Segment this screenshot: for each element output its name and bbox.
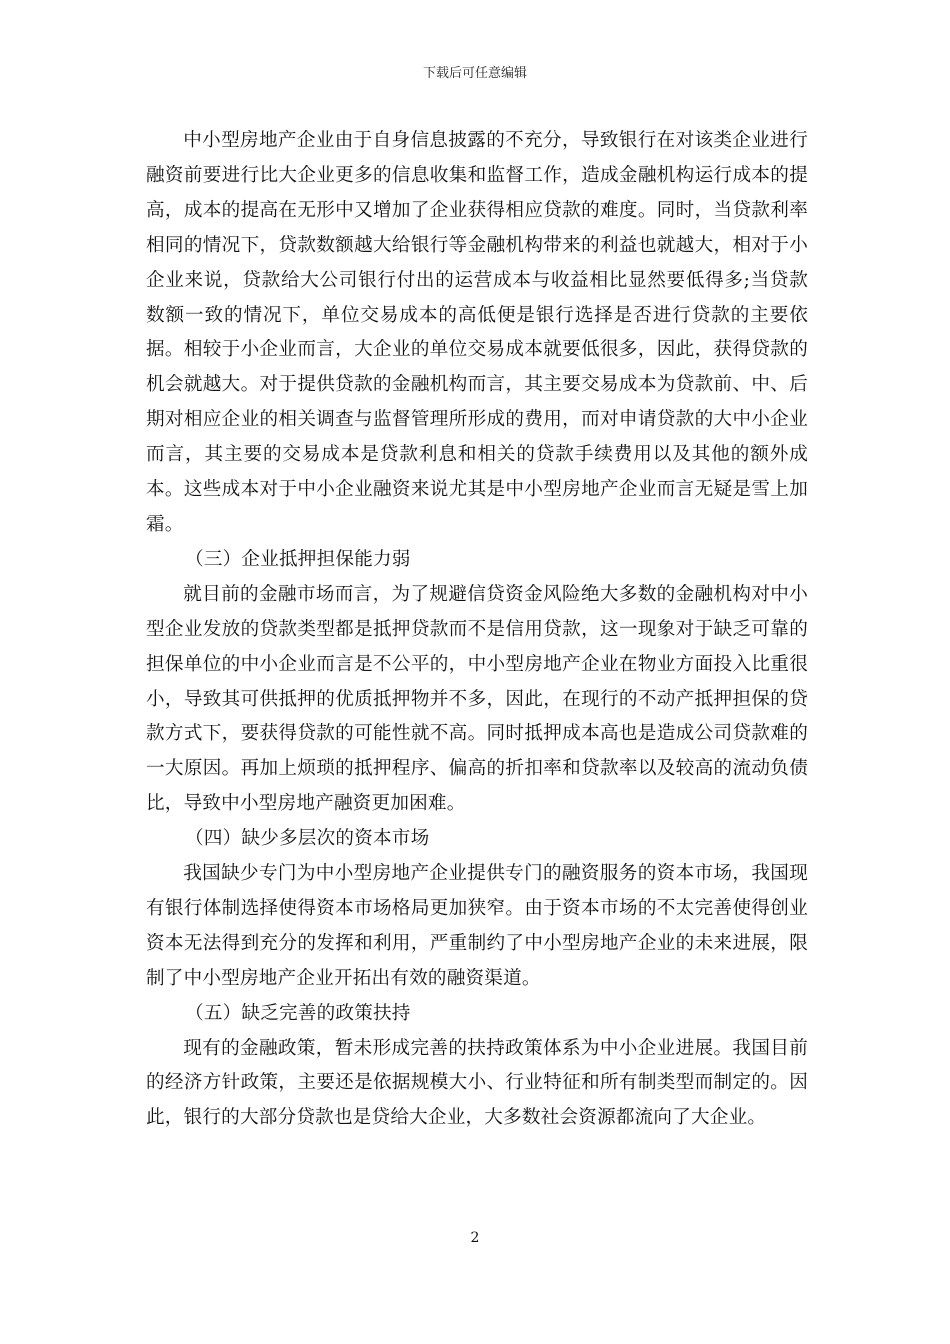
paragraph-capital-market: 我国缺少专门为中小型房地产企业提供专门的融资服务的资本市场，我国现有银行体制选择使得资本市场格局更加狭窄。由于资本市场的不太完善使得创业资本无法得到充分的发挥和利用，严重制约了中小型房地产企业的未来进展，限制了中小型房地产企业开拓出有效的融资渠道。	[146, 863, 808, 989]
paragraph-transaction-cost: 中小型房地产企业由于自身信息披露的不充分，导致银行在对该类企业进行融资前要进行比大企业更多的信息收集和监督工作，造成金融机构运行成本的提高，成本的提高在无形中又增加了企业获得相应贷款的难度。同时，当贷款利率相同的情况下，贷款数额越大给银行等金融机构带来的利益也就越大，相对于小企业来说，贷款给大公司银行付出的运营成本与收益相比显然要低得多;当贷款数额一致的情况下，单位交易成本的高低便是银行选择是否进行贷款的主要依据。相较于小企业而言，大企业的单位交易成本就要低很多，因此，获得贷款的机会就越大。对于提供贷款的金融机构而言，其主要交易成本为贷款前、中、后期对相应企业的相关调查与监督管理所形成的费用，而对申请贷款的大中小企业而言，其主要的交易成本是贷款利息和相关的贷款手续费用以及其他的额外成本。这些成本对于中小企业融资来说尤其是中小型房地产企业而言无疑是雪上加霜。	[146, 130, 808, 535]
page-number: 2	[470, 1230, 480, 1246]
section-heading-4: （四）缺少多层次的资本市场	[185, 828, 430, 850]
section-heading-5: （五）缺乏完善的政策扶持	[185, 1002, 411, 1024]
document-body	[146, 124, 808, 1136]
paragraph-collateral: 就目前的金融市场而言，为了规避信贷资金风险绝大多数的金融机构对中小型企业发放的贷款类型都是抵押贷款而不是信用贷款，这一现象对于缺乏可靠的担保单位的中小企业而言是不公平的，中小型房地产企业在物业方面投入比重很小，导致其可供抵押的优质抵押物并不多，因此，在现行的不动产抵押担保的贷款方式下，要获得贷款的可能性就不高。同时抵押成本高也是造成公司贷款难的一大原因。再加上烦琐的抵押程序、偏高的折扣率和贷款率以及较高的流动负债比，导致中小型房地产融资更加困难。	[146, 583, 808, 815]
page-header: 下载后可任意编辑	[422, 66, 527, 81]
paragraph-policy: 现有的金融政策，暂未形成完善的扶持政策体系为中小企业进展。我国目前的经济方针政策，主要还是依据规模大小、行业特征和所有制类型而制定的。因此，银行的大部分贷款也是贷给大企业，大多数社会资源都流向了大企业。	[146, 1037, 808, 1129]
section-heading-3: （三）企业抵押担保能力弱	[185, 548, 411, 570]
